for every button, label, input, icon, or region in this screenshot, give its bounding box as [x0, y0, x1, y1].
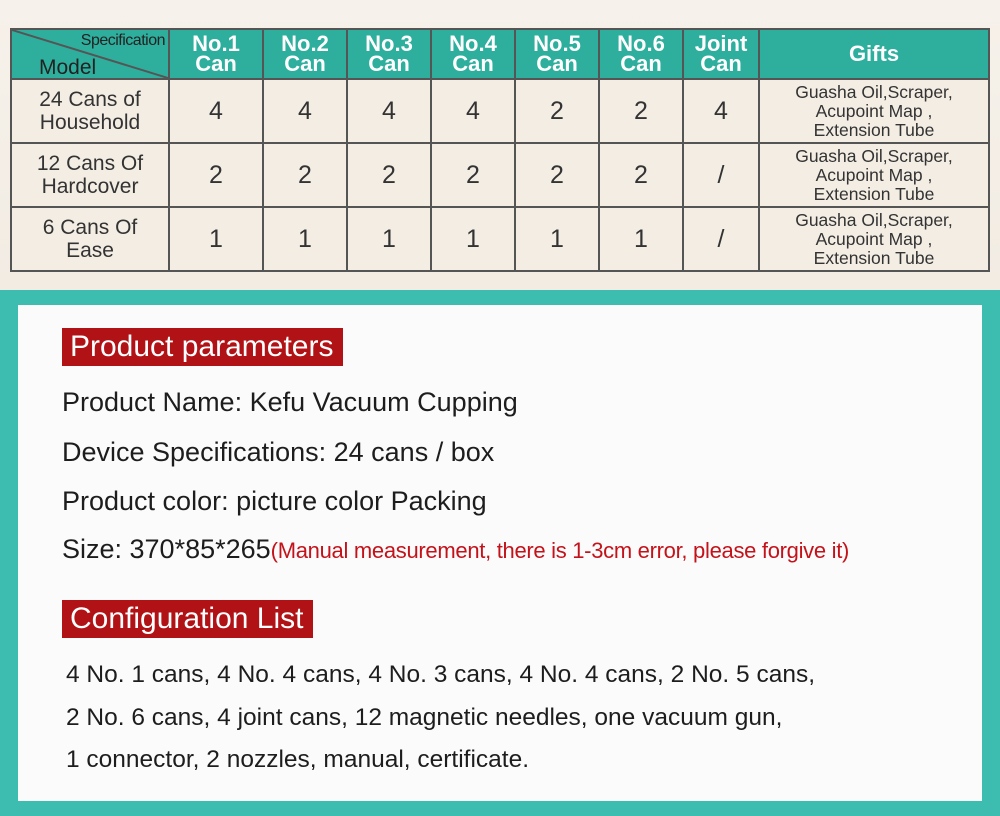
header-no6 [599, 29, 683, 79]
header-no4 [431, 29, 515, 79]
params-title-badge: Product parameters [62, 328, 343, 366]
config-title-badge: Configuration List [62, 600, 313, 638]
gift-line: Guasha Oil,Scraper, [795, 209, 953, 230]
gifts-cell [759, 79, 989, 143]
header-line: Joint [694, 31, 748, 56]
model-cell [11, 143, 169, 207]
gift-line: Acupoint Map , [815, 228, 933, 249]
header-line: Can [452, 51, 494, 76]
spec-section [0, 0, 1000, 290]
table-header-row [11, 29, 989, 79]
gift-line: Acupoint Map , [815, 164, 933, 185]
header-line: No.1 [192, 31, 240, 56]
value-cell: / [683, 207, 759, 271]
value-cell: 2 [431, 143, 515, 207]
model-line: Hardcover [41, 175, 139, 198]
model-cell [11, 79, 169, 143]
header-line: Can [195, 51, 237, 76]
model-line: 6 Cans Of [42, 216, 138, 239]
config-line: 4 No. 1 cans, 4 No. 4 cans, 4 No. 3 cans, 4 No. 4 cans, 2 No. 5 cans, [66, 661, 816, 688]
value-cell: 2 [515, 79, 599, 143]
corner-spec-label: Specification [80, 32, 165, 49]
value-cell: 2 [599, 79, 683, 143]
model-cell [11, 207, 169, 271]
size-note: (Manual measurement, there is 1-3cm error, please forgive it) [270, 538, 850, 563]
value-cell: 2 [169, 143, 263, 207]
value-cell: 1 [169, 207, 263, 271]
value-cell: 4 [263, 79, 347, 143]
table-row [11, 207, 989, 271]
value-cell: 1 [263, 207, 347, 271]
value-cell: 4 [347, 79, 431, 143]
gifts-cell [759, 207, 989, 271]
header-no2 [263, 29, 347, 79]
value-cell: 4 [431, 79, 515, 143]
gift-line: Guasha Oil,Scraper, [795, 81, 953, 102]
header-line: No.5 [533, 31, 581, 56]
value-cell: 2 [347, 143, 431, 207]
header-line: Can [620, 51, 662, 76]
value-cell: 2 [515, 143, 599, 207]
header-line: Can [700, 51, 742, 76]
model-line: 24 Cans of [39, 88, 141, 111]
model-line: 12 Cans Of [36, 152, 144, 175]
header-line: No.4 [449, 31, 497, 56]
model-line: Ease [66, 239, 114, 262]
info-frame [0, 290, 1000, 816]
header-no5 [515, 29, 599, 79]
value-cell: 1 [599, 207, 683, 271]
corner-model-label: Model [39, 56, 97, 79]
header-no3 [347, 29, 431, 79]
header-joint [683, 29, 759, 79]
header-line: No.2 [281, 31, 329, 56]
gift-line: Extension Tube [813, 119, 935, 140]
spec-table [10, 28, 990, 272]
header-line: Can [284, 51, 326, 76]
header-line: Can [536, 51, 578, 76]
header-line: No.6 [617, 31, 665, 56]
gift-line: Acupoint Map , [815, 100, 933, 121]
gifts-cell [759, 143, 989, 207]
value-cell: 1 [347, 207, 431, 271]
value-cell: 2 [599, 143, 683, 207]
value-cell: / [683, 143, 759, 207]
header-line: No.3 [365, 31, 413, 56]
model-line: Household [39, 111, 141, 134]
header-gifts: Gifts [759, 29, 989, 79]
device-specs: Device Specifications: 24 cans / box [62, 437, 495, 467]
config-line: 1 connector, 2 nozzles, manual, certificate. [66, 746, 530, 773]
gift-line: Extension Tube [813, 183, 935, 204]
corner-cell [11, 29, 169, 79]
product-name: Product Name: Kefu Vacuum Cupping [62, 387, 518, 417]
value-cell: 2 [263, 143, 347, 207]
gift-line: Extension Tube [813, 247, 935, 268]
gift-line: Guasha Oil,Scraper, [795, 145, 953, 166]
product-size-line [62, 534, 849, 565]
product-size: Size: 370*85*265 [62, 534, 271, 564]
config-line: 2 No. 6 cans, 4 joint cans, 12 magnetic needles, one vacuum gun, [66, 704, 783, 731]
value-cell: 4 [169, 79, 263, 143]
product-color: Product color: picture color Packing [62, 486, 487, 516]
header-line: Can [368, 51, 410, 76]
info-panel [18, 305, 982, 801]
value-cell: 4 [683, 79, 759, 143]
header-no1 [169, 29, 263, 79]
table-row [11, 143, 989, 207]
value-cell: 1 [431, 207, 515, 271]
table-row [11, 79, 989, 143]
value-cell: 1 [515, 207, 599, 271]
